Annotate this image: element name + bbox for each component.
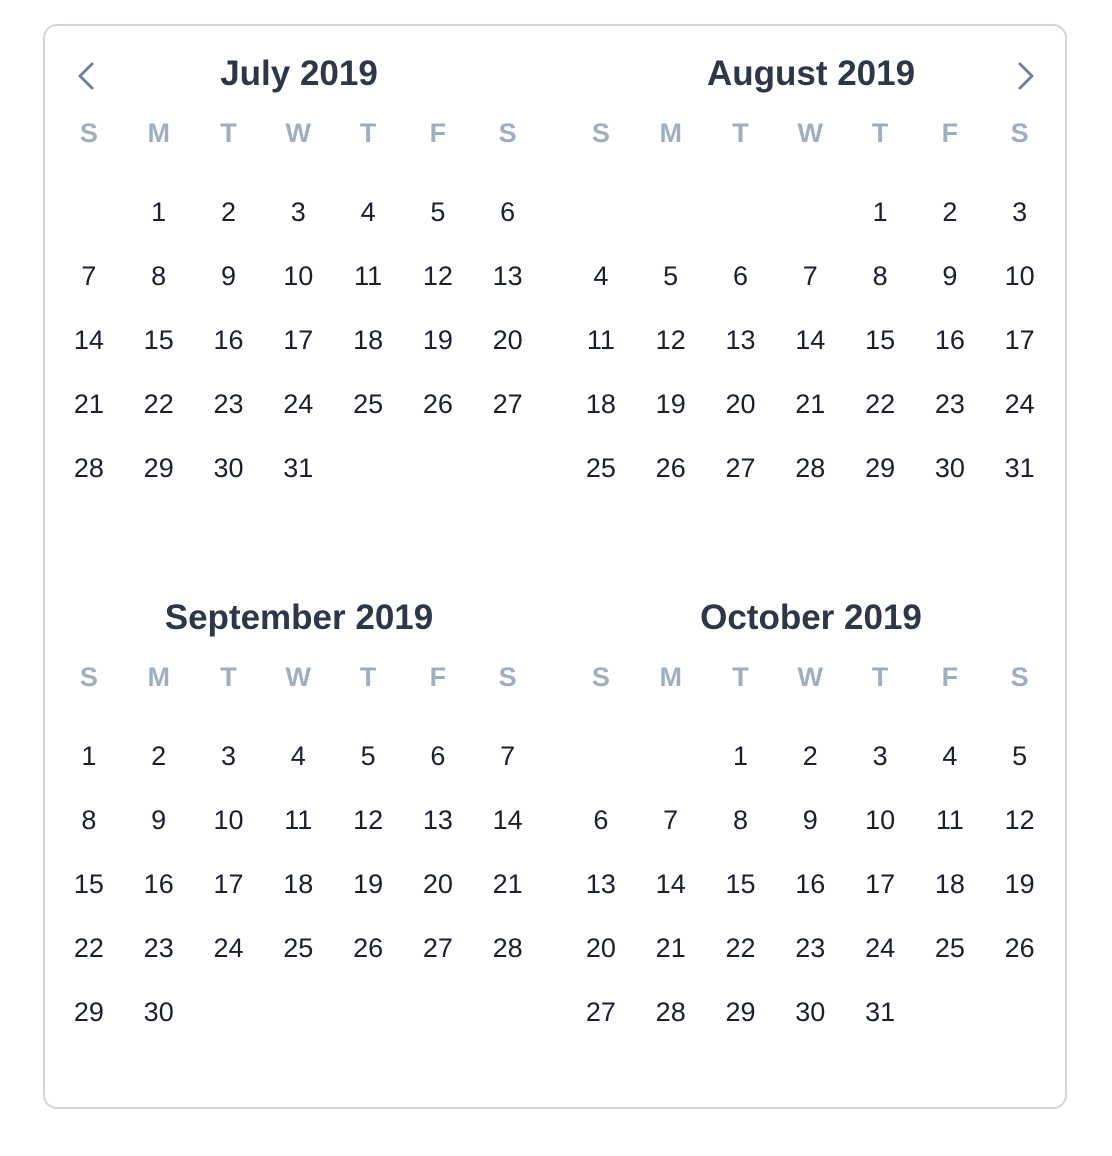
weekday-header: T — [871, 662, 889, 692]
day-cell[interactable]: 17 — [1004, 325, 1035, 355]
day-cell[interactable]: 8 — [872, 261, 888, 291]
empty-day-cell — [566, 180, 636, 244]
day-cell[interactable]: 28 — [655, 997, 686, 1027]
day-cell[interactable]: 28 — [73, 453, 104, 483]
weekday-header: F — [429, 662, 447, 692]
day-cell[interactable]: 20 — [492, 325, 523, 355]
day-cell[interactable]: 29 — [865, 453, 896, 483]
weekday-header: S — [79, 662, 98, 692]
date-range-picker — [43, 24, 1067, 1109]
day-cell[interactable]: 10 — [283, 261, 314, 291]
weekday-header: T — [871, 118, 889, 148]
day-cell[interactable]: 10 — [213, 805, 244, 835]
day-cell[interactable]: 7 — [500, 741, 516, 771]
day-cell[interactable]: 8 — [732, 805, 748, 835]
day-cell[interactable]: 28 — [492, 933, 523, 963]
day-cell[interactable]: 13 — [422, 805, 453, 835]
month-title: September 2019 — [164, 598, 434, 637]
day-cell[interactable]: 22 — [865, 389, 896, 419]
day-cell[interactable]: 26 — [353, 933, 384, 963]
weekday-header: T — [359, 662, 377, 692]
weekday-header: S — [591, 118, 610, 148]
day-cell[interactable]: 25 — [934, 933, 965, 963]
day-cell[interactable]: 1 — [732, 741, 748, 771]
day-cell[interactable]: 15 — [73, 869, 104, 899]
weekday-header: S — [79, 118, 98, 148]
day-cell[interactable]: 19 — [655, 389, 686, 419]
day-cell[interactable]: 31 — [283, 453, 314, 483]
day-cell[interactable]: 5 — [360, 741, 376, 771]
weekday-header: S — [498, 118, 517, 148]
day-cell[interactable]: 16 — [795, 869, 826, 899]
month-title: October 2019 — [700, 598, 922, 637]
day-cell[interactable]: 9 — [151, 805, 167, 835]
day-cell[interactable]: 19 — [353, 869, 384, 899]
weekday-header: T — [359, 118, 377, 148]
day-cell[interactable]: 20 — [422, 869, 453, 899]
empty-day-cell — [706, 180, 776, 244]
day-cell[interactable]: 28 — [795, 453, 826, 483]
weekday-header: M — [147, 662, 170, 692]
day-cell[interactable]: 25 — [353, 389, 384, 419]
weekday-header: S — [1010, 662, 1029, 692]
day-cell[interactable]: 13 — [492, 261, 523, 291]
day-cell[interactable]: 5 — [430, 197, 446, 227]
day-cell[interactable]: 13 — [585, 869, 616, 899]
day-cell[interactable]: 4 — [290, 741, 306, 771]
day-cell[interactable]: 1 — [151, 197, 167, 227]
day-cell[interactable]: 24 — [283, 389, 314, 419]
weekday-header: F — [941, 662, 959, 692]
day-cell[interactable]: 22 — [73, 933, 104, 963]
day-cell[interactable]: 1 — [81, 741, 97, 771]
day-cell[interactable]: 25 — [585, 453, 616, 483]
weekday-header: S — [1010, 118, 1029, 148]
day-cell[interactable]: 21 — [73, 389, 104, 419]
weekday-header: F — [941, 118, 959, 148]
day-cell[interactable]: 18 — [934, 869, 965, 899]
day-cell[interactable]: 3 — [220, 741, 236, 771]
weekday-header: W — [797, 118, 824, 148]
day-cell[interactable]: 9 — [802, 805, 818, 835]
month-title: August 2019 — [706, 54, 916, 93]
day-grid — [566, 116, 1055, 500]
day-cell[interactable]: 17 — [283, 325, 314, 355]
day-cell[interactable]: 7 — [802, 261, 818, 291]
empty-day-cell — [775, 180, 845, 244]
day-cell[interactable]: 16 — [213, 325, 244, 355]
day-cell[interactable]: 30 — [213, 453, 244, 483]
day-cell[interactable]: 11 — [586, 325, 615, 355]
day-cell[interactable]: 10 — [865, 805, 896, 835]
day-cell[interactable]: 12 — [655, 325, 686, 355]
day-cell[interactable]: 11 — [354, 261, 383, 291]
day-cell[interactable]: 7 — [81, 261, 97, 291]
day-cell[interactable]: 2 — [942, 197, 958, 227]
day-cell[interactable]: 15 — [725, 869, 756, 899]
day-grid — [566, 660, 1055, 1044]
day-cell[interactable]: 11 — [935, 805, 964, 835]
day-cell[interactable]: 13 — [725, 325, 756, 355]
day-cell[interactable]: 30 — [795, 997, 826, 1027]
day-cell[interactable]: 5 — [1012, 741, 1028, 771]
day-cell[interactable]: 15 — [143, 325, 174, 355]
day-cell[interactable]: 12 — [353, 805, 384, 835]
day-cell[interactable]: 31 — [865, 997, 896, 1027]
day-cell[interactable]: 18 — [353, 325, 384, 355]
weekday-header: T — [732, 118, 749, 148]
day-cell[interactable]: 8 — [81, 805, 97, 835]
weekday-header: W — [797, 662, 824, 692]
day-cell[interactable]: 15 — [865, 325, 896, 355]
empty-day-cell — [566, 724, 636, 788]
day-cell[interactable]: 20 — [585, 933, 616, 963]
day-cell[interactable]: 9 — [942, 261, 958, 291]
day-cell[interactable]: 12 — [1004, 805, 1035, 835]
day-cell[interactable]: 30 — [934, 453, 965, 483]
day-cell[interactable]: 27 — [422, 933, 453, 963]
day-cell[interactable]: 4 — [593, 261, 609, 291]
empty-day-cell — [54, 180, 124, 244]
month-title: July 2019 — [220, 54, 378, 93]
day-cell[interactable]: 18 — [283, 869, 314, 899]
day-grid — [54, 116, 543, 500]
day-cell[interactable]: 7 — [663, 805, 679, 835]
day-cell[interactable]: 30 — [143, 997, 174, 1027]
day-cell[interactable]: 24 — [1004, 389, 1035, 419]
day-cell[interactable]: 12 — [422, 261, 453, 291]
day-cell[interactable]: 2 — [802, 741, 818, 771]
empty-day-cell — [636, 724, 706, 788]
day-cell[interactable]: 23 — [934, 389, 965, 419]
day-cell[interactable]: 2 — [151, 741, 167, 771]
day-cell[interactable]: 21 — [795, 389, 826, 419]
day-cell[interactable]: 18 — [585, 389, 616, 419]
day-cell[interactable]: 19 — [1004, 869, 1035, 899]
weekday-header: S — [591, 662, 610, 692]
day-cell[interactable]: 19 — [422, 325, 453, 355]
weekday-header: F — [429, 118, 447, 148]
day-cell[interactable]: 17 — [865, 869, 896, 899]
day-cell[interactable]: 2 — [220, 197, 236, 227]
day-cell[interactable]: 22 — [143, 389, 174, 419]
day-cell[interactable]: 27 — [492, 389, 523, 419]
day-cell[interactable]: 3 — [872, 741, 888, 771]
day-cell[interactable]: 3 — [1012, 197, 1028, 227]
day-cell[interactable]: 27 — [725, 453, 756, 483]
day-cell[interactable]: 6 — [430, 741, 446, 771]
day-cell[interactable]: 11 — [284, 805, 313, 835]
day-cell[interactable]: 23 — [213, 389, 244, 419]
weekday-header: S — [498, 662, 517, 692]
day-cell[interactable]: 24 — [865, 933, 896, 963]
day-cell[interactable]: 29 — [725, 997, 756, 1027]
day-cell[interactable]: 8 — [151, 261, 167, 291]
day-cell[interactable]: 14 — [655, 869, 686, 899]
weekday-header: M — [659, 662, 682, 692]
day-cell[interactable]: 31 — [1004, 453, 1035, 483]
day-cell[interactable]: 26 — [655, 453, 686, 483]
weekday-header: T — [732, 662, 749, 692]
day-cell[interactable]: 23 — [143, 933, 174, 963]
weekday-header: W — [285, 662, 312, 692]
weekday-header: M — [147, 118, 170, 148]
day-cell[interactable]: 6 — [732, 261, 748, 291]
day-grid — [54, 660, 543, 1044]
day-cell[interactable]: 3 — [290, 197, 306, 227]
day-cell[interactable]: 29 — [73, 997, 104, 1027]
day-cell[interactable]: 6 — [593, 805, 609, 835]
day-cell[interactable]: 21 — [492, 869, 523, 899]
day-cell[interactable]: 14 — [73, 325, 104, 355]
day-cell[interactable]: 4 — [942, 741, 958, 771]
day-cell[interactable]: 17 — [213, 869, 244, 899]
day-cell[interactable]: 23 — [795, 933, 826, 963]
day-cell[interactable]: 27 — [585, 997, 616, 1027]
day-cell[interactable]: 14 — [795, 325, 826, 355]
day-cell[interactable]: 1 — [872, 197, 888, 227]
day-cell[interactable]: 10 — [1004, 261, 1035, 291]
weekday-header: T — [220, 118, 237, 148]
day-cell[interactable]: 16 — [934, 325, 965, 355]
weekday-header: M — [659, 118, 682, 148]
day-cell[interactable]: 25 — [283, 933, 314, 963]
weekday-header: W — [285, 118, 312, 148]
day-cell[interactable]: 14 — [492, 805, 523, 835]
day-cell[interactable]: 26 — [422, 389, 453, 419]
day-cell[interactable]: 16 — [143, 869, 174, 899]
empty-day-cell — [636, 180, 706, 244]
day-cell[interactable]: 5 — [663, 261, 679, 291]
weekday-header: T — [220, 662, 237, 692]
day-cell[interactable]: 20 — [725, 389, 756, 419]
day-cell[interactable]: 22 — [725, 933, 756, 963]
day-cell[interactable]: 4 — [360, 197, 376, 227]
day-cell[interactable]: 26 — [1004, 933, 1035, 963]
day-cell[interactable]: 29 — [143, 453, 174, 483]
day-cell[interactable]: 6 — [500, 197, 516, 227]
day-cell[interactable]: 24 — [213, 933, 244, 963]
day-cell[interactable]: 21 — [655, 933, 686, 963]
day-cell[interactable]: 9 — [220, 261, 236, 291]
